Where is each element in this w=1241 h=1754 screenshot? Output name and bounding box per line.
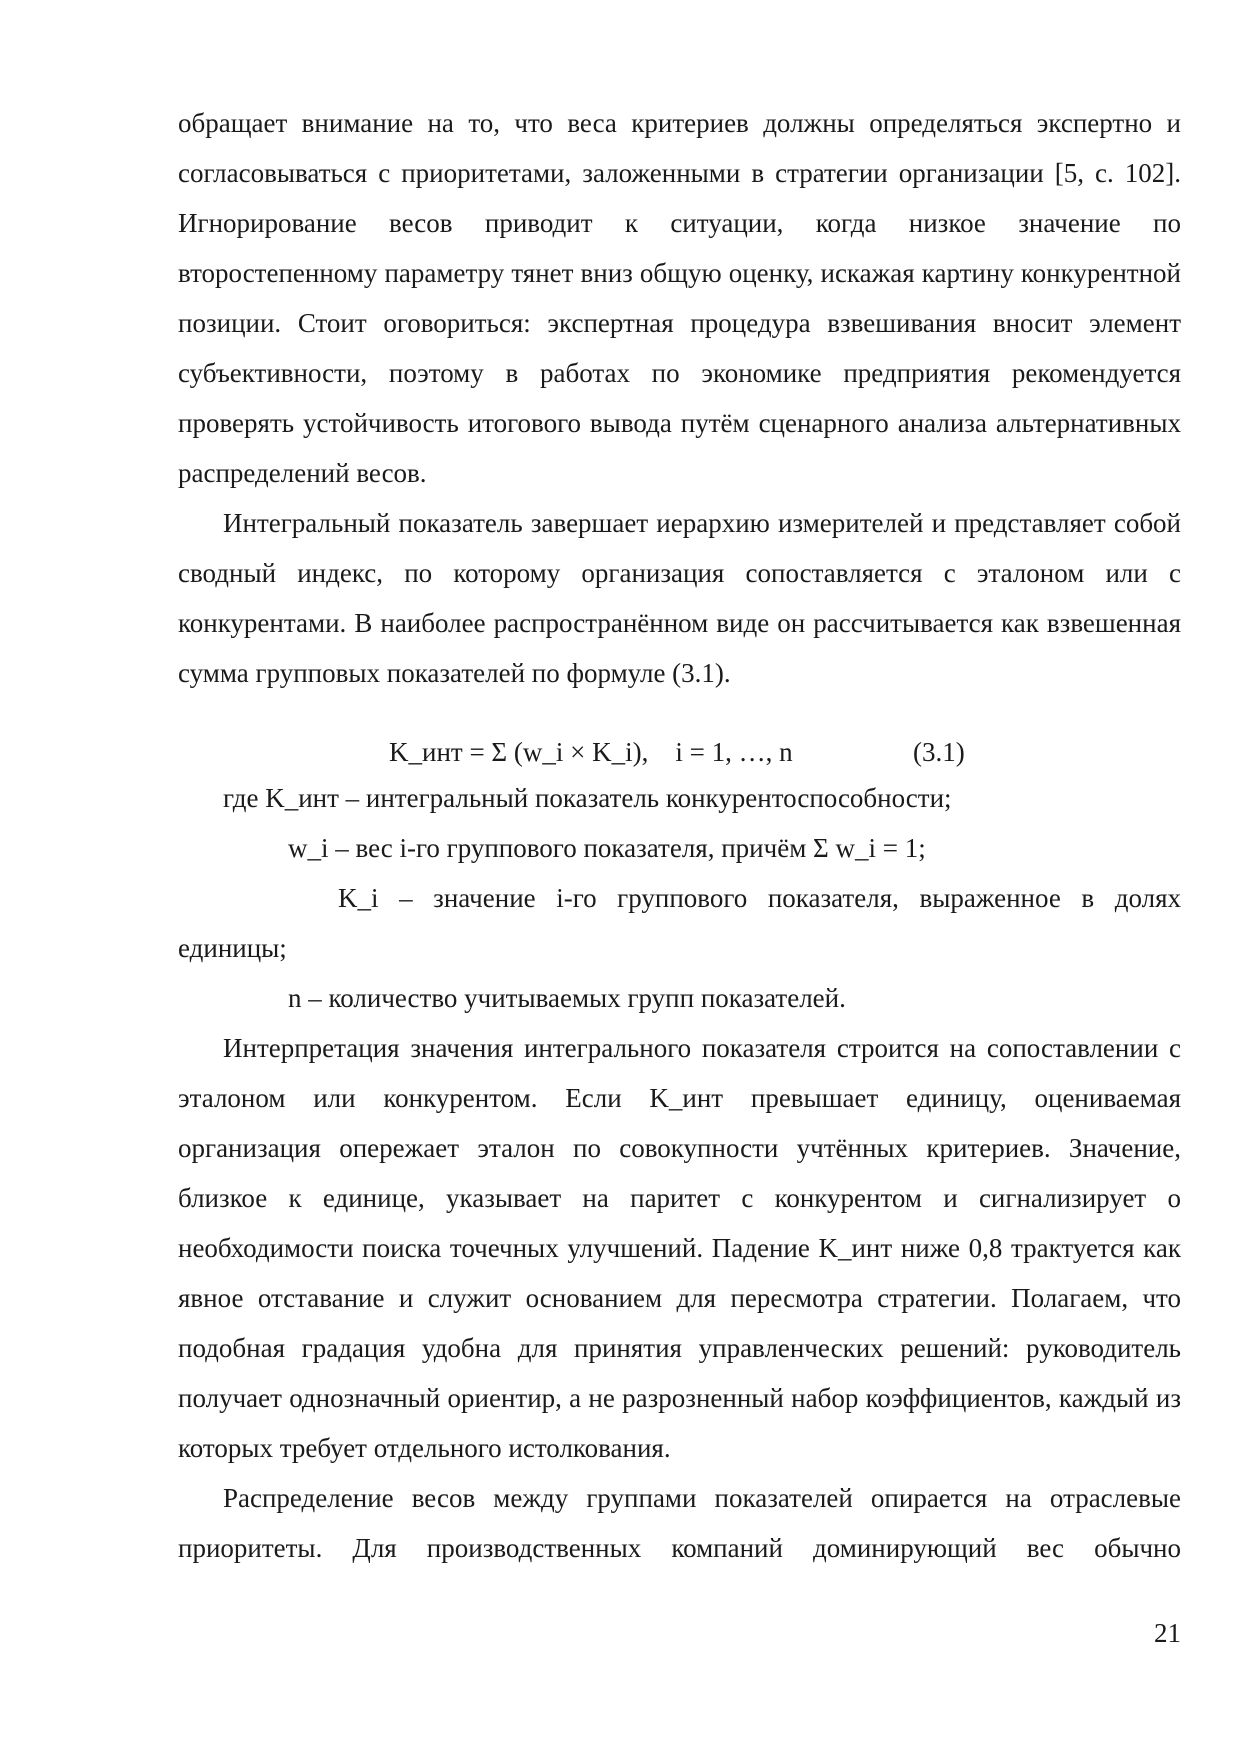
formula-number: (3.1)	[913, 737, 965, 767]
text-block-bottom	[178, 1023, 1181, 1573]
legend-line-k-int: где K_инт – интегральный показатель конкурентоспособности;	[223, 783, 952, 813]
paragraph-interpretation: Интерпретация значения интегрального показателя строится на сопоставлении с эталоном или конкурентом. Если K_инт превышает единицу, оцениваемая организация опережает эталон по совокупности учтённых критериев. Значение, близкое к единице, указывает на паритет с конкурентом и сигнализирует о необходимости поиска точечных улучшений. Падение K_инт ниже 0,8 трактуется как явное отставание и служит основанием для пересмотра стратегии. Полагаем, что подобная градация удобна для принятия управленческих решений: руководитель получает однозначный ориентир, а не разрозненный набор коэффициентов, каждый из которых требует отдельного истолкования.	[178, 1033, 1181, 1463]
paragraph-continuation: обращает внимание на то, что веса критериев должны определяться экспертно и согласовываться с приоритетами, заложенными в стратегии организации [5, с. 102]. Игнорирование весов приводит к ситуации, когда низкое значение по второстепенному параметру тянет вниз общую оценку, искажая картину конкурентной позиции. Стоит оговориться: экспертная процедура взвешивания вносит элемент субъективности, поэтому в работах по экономике предприятия рекомендуется проверять устойчивость итогового вывода путём сценарного анализа альтернативных распределений весов.	[178, 108, 1181, 488]
formula-legend	[178, 773, 1181, 1023]
page-number: 21	[1154, 1618, 1181, 1648]
formula-3-1	[178, 727, 1181, 777]
text-block-top	[178, 98, 1181, 698]
legend-line-k-i: K_i – значение i-го группового показателя, выраженное в долях единицы;	[178, 883, 1181, 963]
paragraph-weights: Распределение весов между группами показателей опирается на отраслевые приоритеты. Для производственных компаний доминирующий вес обычно	[178, 1483, 1181, 1563]
legend-line-n: n – количество учитываемых групп показателей.	[288, 983, 846, 1013]
legend-line-w-i: w_i – вес i-го группового показателя, причём Σ w_i = 1;	[288, 833, 926, 863]
formula-expression: K_инт = Σ (w_i × K_i), i = 1, …, n	[389, 737, 793, 767]
paragraph-integral-indicator: Интегральный показатель завершает иерархию измерителей и представляет собой сводный индекс, по которому организация сопоставляется с эталоном или с конкурентами. В наиболее распространённом виде он рассчитывается как взвешенная сумма групповых показателей по формуле (3.1).	[178, 508, 1181, 688]
